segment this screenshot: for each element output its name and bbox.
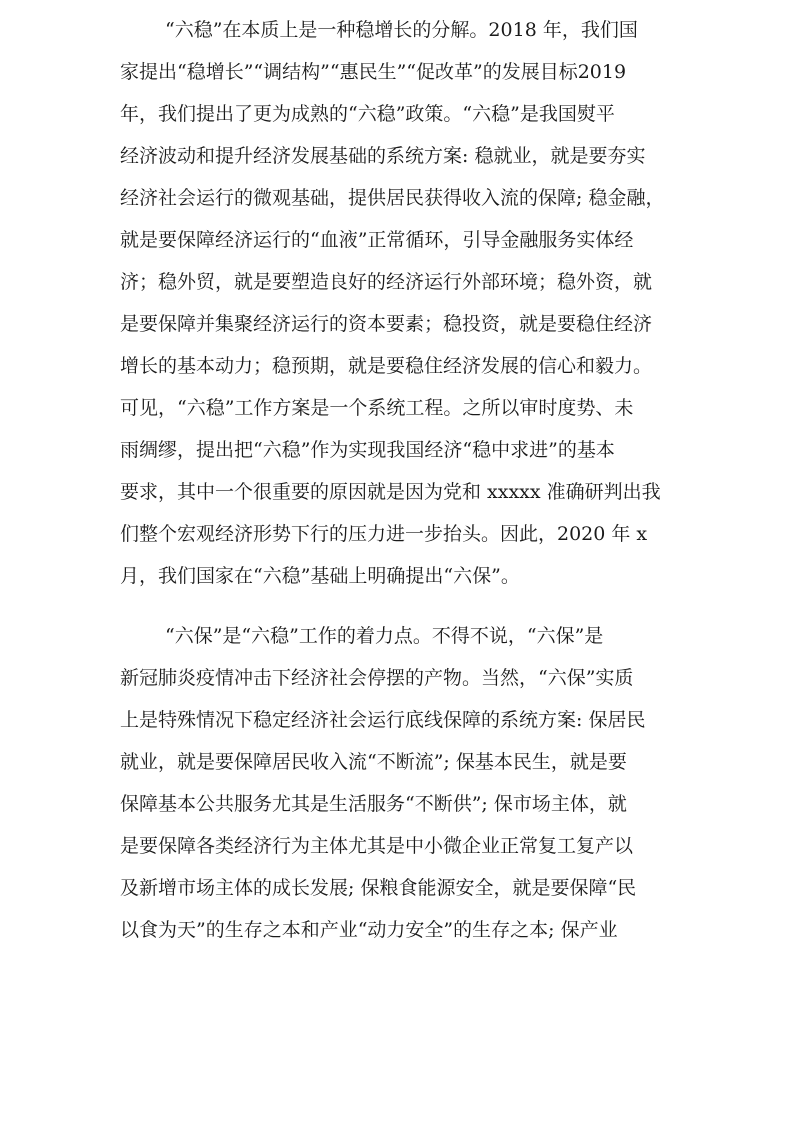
paragraph-line: “六保”是“六稳”工作的着力点。不得不说，“六保”是 [165,625,604,647]
paragraph-line: 月，我们国家在“六稳”基础上明确提出“六保”。 [120,565,520,587]
paragraph-line: 家提出“稳增长”“调结构”“惠民生”“促改革”的发展目标2019 [120,61,627,83]
paragraph-line: 及新增市场主体的成长发展; 保粮食能源安全，就是要保障“民 [120,877,637,899]
paragraph-line: 年，我们提出了更为成熟的“六稳”政策。“六稳”是我国熨平 [120,103,615,125]
paragraph-line: 新冠肺炎疫情冲击下经济社会停摆的产物。当然，“六保”实质 [120,667,634,689]
paragraph-line: 济；稳外贸，就是要塑造良好的经济运行外部环境；稳外资，就 [120,271,653,293]
paragraph-line: 就是要保障经济运行的“血液”正常循环，引导金融服务实体经 [120,229,634,251]
paragraph-line: 以食为天”的生存之本和产业“动力安全”的生存之本; 保产业 [120,919,618,941]
paragraph-line: 保障基本公共服务尤其是生活服务“不断供”; 保市场主体，就 [120,793,627,815]
paragraph-line: “六稳”在本质上是一种稳增长的分解。2018 年，我们国 [165,19,638,41]
paragraph-line: 经济波动和提升经济发展基础的系统方案: 稳就业，就是要夯实 [120,145,646,167]
paragraph-line: 们整个宏观经济形势下行的压力进一步抬头。因此，2020 年 x [120,523,648,545]
paragraph-line: 上是特殊情况下稳定经济社会运行底线保障的系统方案: 保居民 [120,709,646,731]
paragraph-line: 经济社会运行的微观基础，提供居民获得收入流的保障; 稳金融， [120,187,665,209]
paragraph-line: 增长的基本动力；稳预期，就是要稳住经济发展的信心和毅力。 [120,355,653,377]
paragraph-line: 要求，其中一个很重要的原因就是因为党和 xxxxx 准确研判出我 [120,481,661,503]
paragraph-line: 雨绸缪，提出把“六稳”作为实现我国经济“稳中求进”的基本 [120,439,615,461]
paragraph-line: 就业，就是要保障居民收入流“不断流”; 保基本民生，就是要 [120,751,627,773]
paragraph-line: 是要保障各类经济行为主体尤其是中小微企业正常复工复产以 [120,835,634,857]
paragraph-line: 可见，“六稳”工作方案是一个系统工程。之所以审时度势、未 [120,397,634,419]
paragraph-line: 是要保障并集聚经济运行的资本要素；稳投资，就是要稳住经济 [120,313,653,335]
